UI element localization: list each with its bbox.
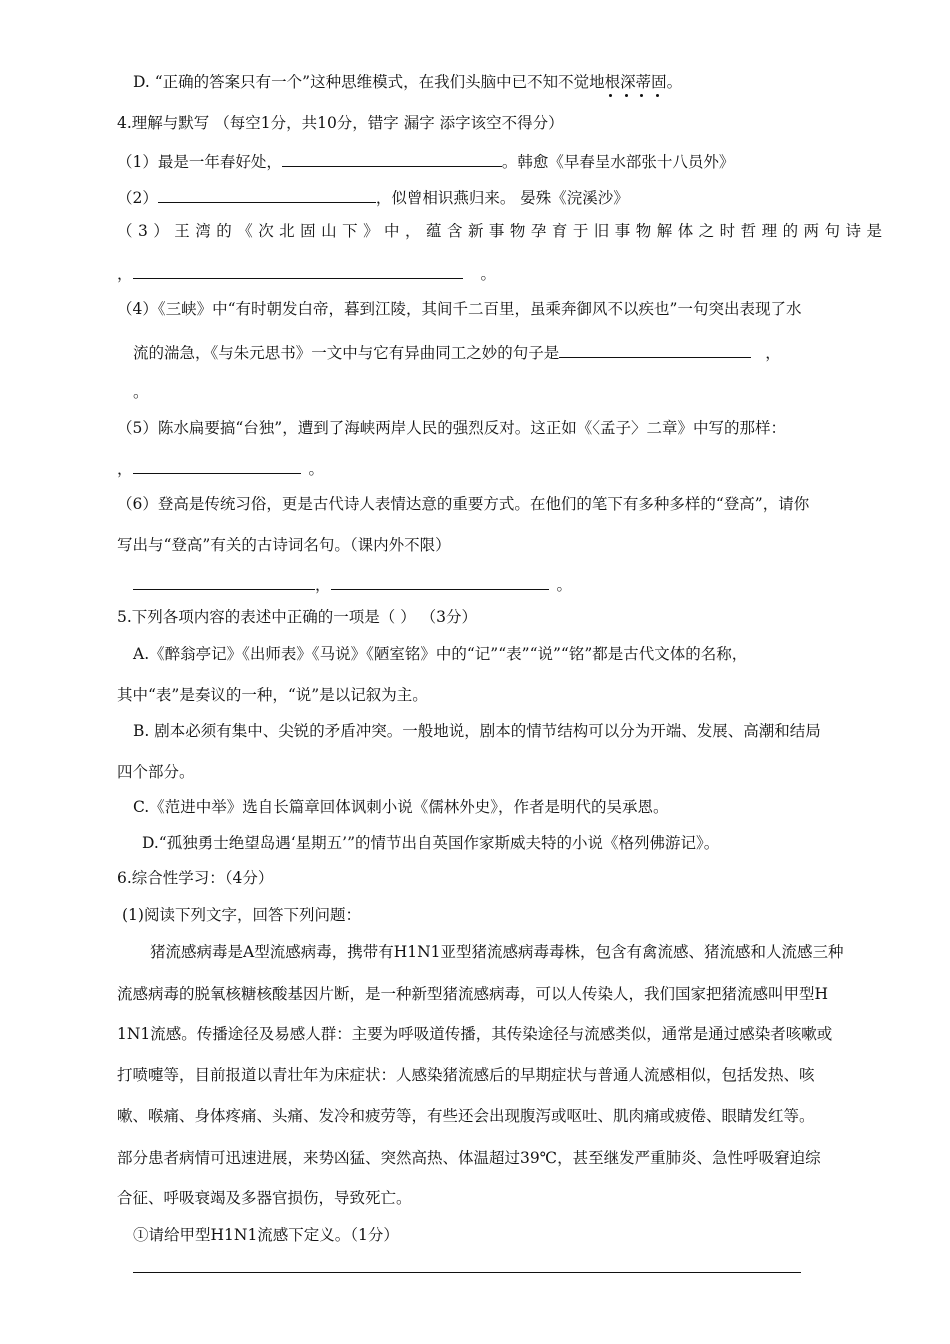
answer-blank[interactable] bbox=[158, 186, 376, 203]
emphasis-char: 固 bbox=[651, 73, 667, 91]
answer-blank[interactable] bbox=[133, 573, 315, 590]
q6-question-1: ①请给甲型H1N1流感下定义。（1分） bbox=[133, 1226, 399, 1244]
answer-blank[interactable] bbox=[133, 262, 463, 279]
answer-blank[interactable] bbox=[133, 457, 301, 474]
q4-item-6-line1: （6）登高是传统习俗，更是古代诗人表情达意的重要方式。在他们的笔下有多种多样的“登高”，请你 bbox=[117, 495, 810, 513]
passage-line: 合征、呼吸衰竭及多器官损伤，导致死亡。 bbox=[117, 1189, 412, 1207]
q5-option-d: D.“孤独勇士绝望岛遇‘星期五’”的情节出自英国作家斯威夫特的小说《格列佛游记》。 bbox=[142, 834, 720, 852]
emphasis-char: 蒂 bbox=[635, 73, 652, 91]
passage-line: 嗽、喉痛、身体疼痛、头痛、发冷和疲劳等，有些还会出现腹泻或呕吐、肌肉痛或疲倦、眼睛发红等。 bbox=[117, 1107, 815, 1125]
q5-option-b-line1: B. 剧本必须有集中、尖锐的矛盾冲突。一般地说，剧本的情节结构可以分为开端、发展、高潮和结局 bbox=[133, 722, 821, 740]
q4-item-4-line2: 流的湍急，《与朱元思书》一文中与它有异曲同工之妙的句子是 ， bbox=[133, 341, 781, 363]
q5-heading: 5.下列各项内容的表述中正确的一项是（ ） （3分） bbox=[117, 608, 478, 626]
q4-item-5-line2: ， 。 bbox=[117, 457, 324, 479]
emphasis-char: 根 bbox=[604, 73, 621, 91]
q5-option-a-line1: A.《醉翁亭记》《出师表》《马说》《陋室铭》中的“记”“表”“说”“铭”都是古代文体的名称， bbox=[133, 645, 748, 663]
answer-blank[interactable] bbox=[559, 341, 751, 358]
answer-blank[interactable] bbox=[331, 573, 549, 590]
q5-option-c: C.《范进中举》选自长篇章回体讽刺小说《儒林外史》，作者是明代的吴承恩。 bbox=[133, 798, 669, 816]
passage-line: 猪流感病毒是A型流感病毒，携带有H1N1亚型猪流感病毒毒株，包含有禽流感、猪流感和人流感三种 bbox=[150, 943, 844, 961]
q4-item-4-line1: （4）《三峡》中“有时朝发白帝，暮到江陵，其间千二百里，虽乘奔御风不以疾也”一句突出表现了水 bbox=[117, 300, 802, 318]
q6-heading: 6.综合性学习：（4分） bbox=[117, 869, 274, 887]
q4-item-6-line3: ， 。 bbox=[133, 573, 572, 595]
q3-option-d: D. “正确的答案只有一个”这种思维模式，在我们头脑中已不知不觉地根深蒂固。 bbox=[133, 73, 683, 91]
q4-heading: 4.理解与默写 （每空1分，共10分，错字 漏字 添字该空不得分） bbox=[117, 114, 564, 132]
answer-line[interactable] bbox=[133, 1272, 801, 1273]
q4-item-3-line2: ， 。 bbox=[117, 262, 496, 284]
q4-item-5-line1: （5）陈水扁要搞“台独”，遭到了海峡两岸人民的强烈反对。这正如《〈孟子〉二章》中写的那样： bbox=[117, 419, 786, 437]
q4-item-6-line2: 写出与“登高”有关的古诗词名句。（课内外不限） bbox=[117, 536, 451, 554]
q4-item-1: （1）最是一年春好处， 。韩愈《早春呈水部张十八员外》 bbox=[117, 150, 734, 172]
answer-blank[interactable] bbox=[282, 150, 502, 167]
q5-option-a-line2: 其中“表”是奏议的一种，“说”是以记叙为主。 bbox=[117, 686, 428, 704]
q6-sub-1: (1)阅读下列文字，回答下列问题： bbox=[122, 906, 361, 924]
q4-item-4-line3: 。 bbox=[133, 383, 149, 401]
passage-line: 1N1流感。传播途径及易感人群：主要为呼吸道传播，其传染途径与流感类似，通常是通过感染者咳嗽或 bbox=[117, 1025, 833, 1043]
passage-line: 流感病毒的脱氧核糖核酸基因片断，是一种新型猪流感病毒，可以人传染人，我们国家把猪流感叫甲型H bbox=[117, 985, 829, 1003]
q5-option-b-line2: 四个部分。 bbox=[117, 763, 195, 781]
q4-item-3-line1: （3）王湾的《次北固山下》中，蕴含新事物孕育于旧事物解体之时哲理的两句诗是 bbox=[117, 222, 882, 240]
emphasis-char: 深 bbox=[620, 73, 636, 91]
q4-item-2: （2） ，似曾相识燕归来。 晏殊《浣溪沙》 bbox=[117, 186, 629, 208]
passage-line: 打喷嚏等，目前报道以青壮年为床症状：人感染猪流感后的早期症状与普通人流感相似，包括发热、咳 bbox=[117, 1066, 815, 1084]
passage-line: 部分患者病情可迅速进展，来势凶猛、突然高热、体温超过39℃，甚至继发严重肺炎、急性呼吸窘迫综 bbox=[117, 1149, 821, 1167]
